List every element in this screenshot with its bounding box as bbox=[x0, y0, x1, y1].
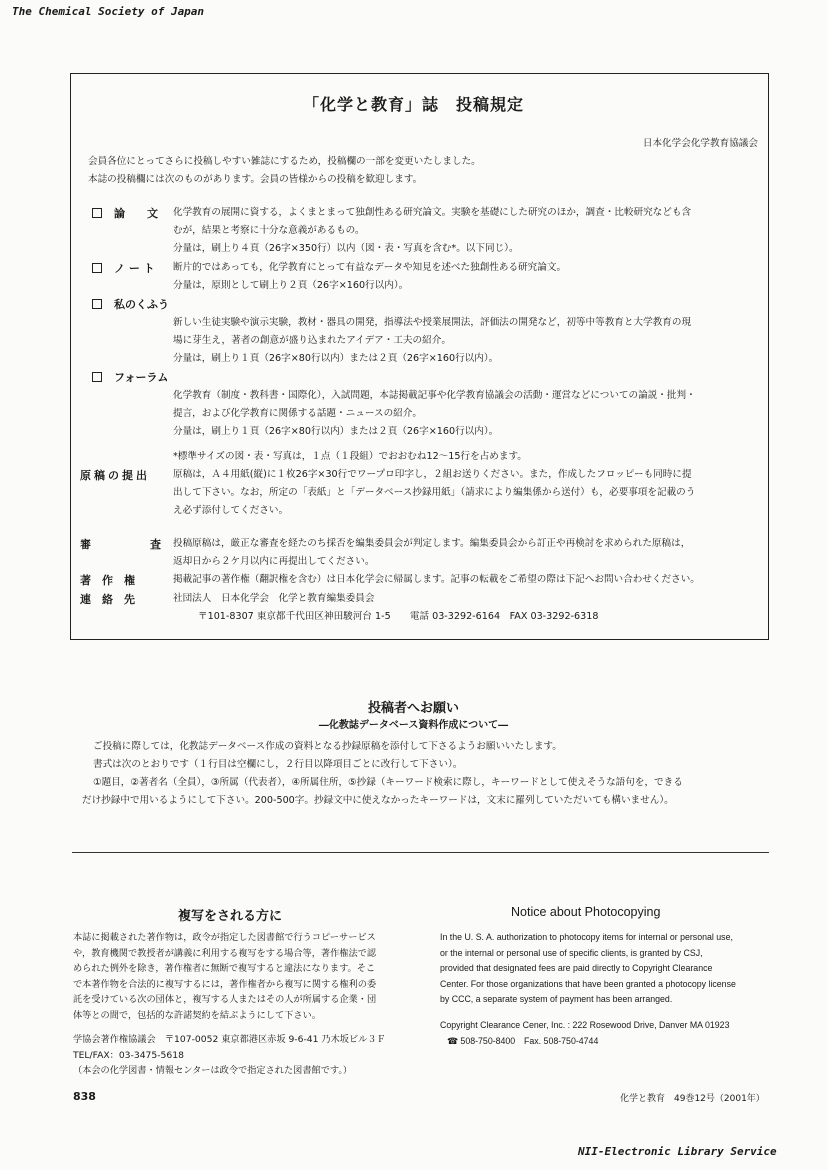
journal-citation: 化学と教育 49巻12号（2001年） bbox=[620, 1094, 765, 1104]
photocopy-en-phone-row bbox=[447, 1034, 598, 1050]
service-footer: NII-Electronic Library Service bbox=[578, 1145, 777, 1158]
request-subtitle: ―化教誌データベース資料作成について― bbox=[318, 720, 509, 731]
section-note-line-1: 断片的ではあっても，化学教育にとって有益なデータや知見を述べた独創性ある研究論文。 bbox=[173, 262, 567, 273]
photocopy-en-addr: Copyright Clearance Cener, Inc. : 222 Rosewood Drive, Danver MA 01923 bbox=[440, 1020, 730, 1030]
section-ideas-line-1: 新しい生徒実験や演示実験，教材・器具の開発，指導法や授業展開法，評価法の開発など，初等中等教育と大学教育の現 bbox=[173, 317, 692, 328]
request-line-2: 書式は次のとおりです（１行目は空欄にし，２行目以降項目ごとに改行して下さい）。 bbox=[93, 759, 463, 770]
photocopy-en-phone: 508-750-8400 Fax. 508-750-4744 bbox=[460, 1036, 599, 1046]
section-forum-label: フォーラム bbox=[92, 369, 168, 385]
photocopy-jp-contact bbox=[73, 1032, 386, 1079]
submission-line-2: 出して下さい。なお，所定の「表紙」と「データベース抄録用紙」（請求により編集係から送付）も，必要事項を記載のう bbox=[173, 487, 696, 498]
submission-line-1: 原稿は，Ａ４用紙(縦)に１枚26字×30行でワープロ印字し，２組お送りください。また，作成したフロッピーも同時に提 bbox=[173, 469, 692, 480]
publisher-header: The Chemical Society of Japan bbox=[12, 5, 205, 18]
section-paper-line-2: むが，結果と考察に十分な意義があるもの。 bbox=[173, 225, 365, 236]
checkbox-icon bbox=[92, 263, 102, 273]
phone-icon: ☎ bbox=[447, 1036, 458, 1046]
page-number: 838 bbox=[73, 1090, 96, 1103]
request-title: 投稿者へお願い bbox=[367, 701, 459, 716]
section-divider bbox=[72, 852, 769, 853]
contact-label: 連 絡 先 bbox=[80, 593, 135, 606]
photocopy-jp-tel: TEL/FAX：03-3475-5618 bbox=[73, 1049, 184, 1061]
request-line-1: ご投稿に際しては，化教誌データベース作成の資料となる抄録原稿を添付して下さるようお願いいたします。 bbox=[93, 741, 562, 752]
section-ideas-line-3: 分量は，刷上り１頁（26字×80行以内）または２頁（26字×160行以内）。 bbox=[173, 353, 499, 364]
copyright-label: 著 作 権 bbox=[80, 574, 135, 587]
photocopy-jp-title: 複写をされる方に bbox=[178, 909, 283, 924]
section-forum-line-3: 分量は，刷上り１頁（26字×80行以内）または２頁（26字×160行以内）。 bbox=[173, 426, 499, 437]
section-paper-line-1: 化学教育の展開に資する，よくまとまって独創性ある研究論文。実験を基礎にした研究のほか，調査・比較研究なども含 bbox=[173, 207, 692, 218]
rules-intro-line-2: 本誌の投稿欄には次のものがあります。会員の皆様からの投稿を歓迎します。 bbox=[88, 174, 423, 185]
submission-line-3: え必ず添付してください。 bbox=[173, 505, 289, 516]
photocopy-en-title: Notice about Photocopying bbox=[511, 905, 661, 919]
review-line-2: 返却日から２ケ月以内に再提出してください。 bbox=[173, 556, 375, 567]
section-note-label: ノ ー ト bbox=[92, 260, 155, 276]
rules-issuer: 日本化学会化学教育協議会 bbox=[642, 138, 758, 149]
checkbox-icon bbox=[92, 372, 102, 382]
review-label-a: 審 bbox=[80, 538, 91, 551]
section-ideas-line-2: 場に芽生え，著者の創意が盛り込まれたアイデア・工夫の紹介。 bbox=[173, 335, 451, 346]
request-line-3: ①題目，②著者名（全員），③所属（代表者），④所属住所，⑤抄録（キーワード検索に際し，キーワードとして使えそうな語句を，できる bbox=[93, 777, 683, 788]
photocopy-jp-addr: 学協会著作権協議会 〒107-0052 東京都港区赤坂 9-6-41 乃木坂ビル３Ｆ bbox=[73, 1034, 386, 1045]
submission-label: 原稿の提出 bbox=[80, 469, 150, 482]
contact-line-1: 社団法人 日本化学会 化学と教育編集委員会 bbox=[173, 593, 375, 604]
review-label-b: 査 bbox=[150, 538, 161, 551]
section-paper-label: 論 文 bbox=[92, 205, 158, 221]
rules-title: 「化学と教育」誌 投稿規定 bbox=[302, 95, 524, 114]
checkbox-icon bbox=[92, 208, 102, 218]
photocopy-jp-note: （本会の化学図書・情報センターは政令で指定された図書館です。） bbox=[73, 1065, 353, 1076]
section-forum-line-2: 提言，および化学教育に関係する話題・ニュースの紹介。 bbox=[173, 408, 422, 419]
contact-line-2: 〒101-8307 東京都千代田区神田駿河台 1-5 電話 03-3292-6164 FAX 03-3292-6318 bbox=[198, 611, 599, 622]
photocopy-jp-body: 本誌に掲載された著作物は，政令が指定した図書館で行うコピーサービス や，教育機関で教授者が講義に利用する複写をする場合等，著作権法で認 められた例外を除き，著作権者に無断で複写すると違法になります。そこ で本著作物を合法的に複写するには，著作権者から複写に関する権利の委 託を受けている次の団体と，複写する人またはその人が所属する企業・団 体等との間で，包括的な許諾契約を結ぶようにして下さい。 bbox=[73, 932, 377, 1021]
review-line-1: 投稿原稿は，厳正な審査を経たのち採否を編集委員会が判定します。編集委員会から訂正や再検討を求められた原稿は， bbox=[173, 538, 691, 549]
section-ideas-label: 私のくふう bbox=[92, 296, 169, 312]
request-line-4: だけ抄録中で用いるようにして下さい。200-500字。抄録文中に使えなかったキーワードは，文末に羅列していただいても構いません）。 bbox=[82, 795, 674, 806]
size-footnote: *標準サイズの図・表・写真は，１点（１段組）でおおむね12～15行を占めます。 bbox=[173, 451, 527, 462]
section-paper-line-3: 分量は，刷上り４頁（26字×350行）以内（図・表・写真を含む*。以下同じ）。 bbox=[173, 243, 519, 254]
rules-intro-line-1: 会員各位にとってさらに投稿しやすい雑誌にするため，投稿欄の一部を変更いたしました。 bbox=[88, 156, 481, 167]
photocopy-en-body: In the U. S. A. authorization to photocopy items for internal or personal use, or the internal or personal use of specific clients, is granted by CSJ, provided that designated fees are paid directly to Copyright Clearance Center. For those organizations that have been granted a photocopy license by CCC, a separate system of payment has been arranged. bbox=[440, 932, 736, 1004]
section-forum-line-1: 化学教育（制度・教科書・国際化），入試問題，本誌掲載記事や化学教育協議会の活動・運営などについての論説・批判・ bbox=[173, 390, 696, 401]
copyright-text: 掲載記事の著作権（翻訳権を含む）は日本化学会に帰属します。記事の転載をご希望の際は下記へお問い合わせください。 bbox=[173, 574, 700, 585]
section-note-line-2: 分量は，原則として刷上り２頁（26字×160行以内）。 bbox=[173, 280, 409, 291]
checkbox-icon bbox=[92, 299, 102, 309]
